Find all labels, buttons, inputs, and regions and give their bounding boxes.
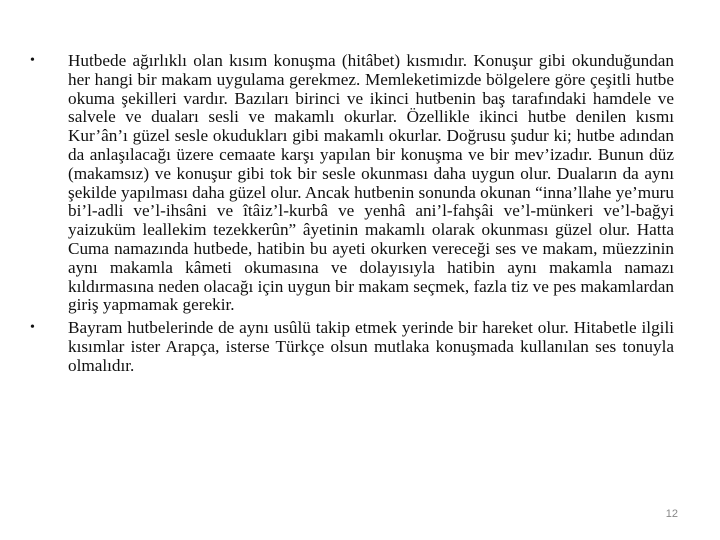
bullet-text: Bayram hutbelerinde de aynı usûlü takip etmek yerinde bir hareket olur. Hitabetle ilgili kısımlar ister Arapça, isterse Türkçe olsun mutlaka konuşmada kullanılan ses tonuyla olmalıdır. [68,318,674,375]
bullet-text: Hutbede ağırlıklı olan kısım konuşma (hitâbet) kısmıdır. Konuşur gibi okunduğundan her hangi bir makam uygulama gerekmez. Memleketimizde bölgelere göre çeşitli hutbe okuma şekilleri vardır. Bazıları birinci ve ikinci hutbenin baş tarafındaki hamdele ve salvele ve duaları sesli ve makamlı okurlar. Özellikle ikinci hutbe denilen kısmı Kur’ân’ı güzel sesle okudukları gibi makamlı okurlar. Doğrusu şudur ki; hutbe adından da anlaşılacağı üzere cemaate karşı yapılan bir konuşma ve bir mev’izadır. Bunun düz (makamsız) ve konuşur gibi tok bir sesle okunması daha uygun olur. Duaların da aynı şekilde yapılması daha güzel olur. Ancak hutbenin sonunda okunan “inna’llahe ye’muru bi’l-adli ve’l-ihsâni ve îtâiz’l-kurbâ ve yenhâ ani’l-fahşâi ve’l-münkeri ve’l-bağyi yaizuküm leallekim tezekkerûn” âyetinin makamlı olarak okunması güzel olur. Hatta Cuma namazında hutbede, hatibin bu ayeti okurken vereceği ses ve makam, müezzinin aynı makamla kâmeti okumasına ve dolayısıyla hatibin aynı makamla namazı kıldırmasına neden olacağı için uygun bir makam seçmek, fazla tiz ve pes makamlardan giriş yapmamak gerekir. [68,51,674,315]
bullet-list [30,52,674,380]
bullet-item [30,319,674,375]
bullet-item [30,52,674,315]
bullet-icon: • [30,53,35,68]
bullet-icon: • [30,320,35,336]
page-number: 12 [665,508,678,520]
